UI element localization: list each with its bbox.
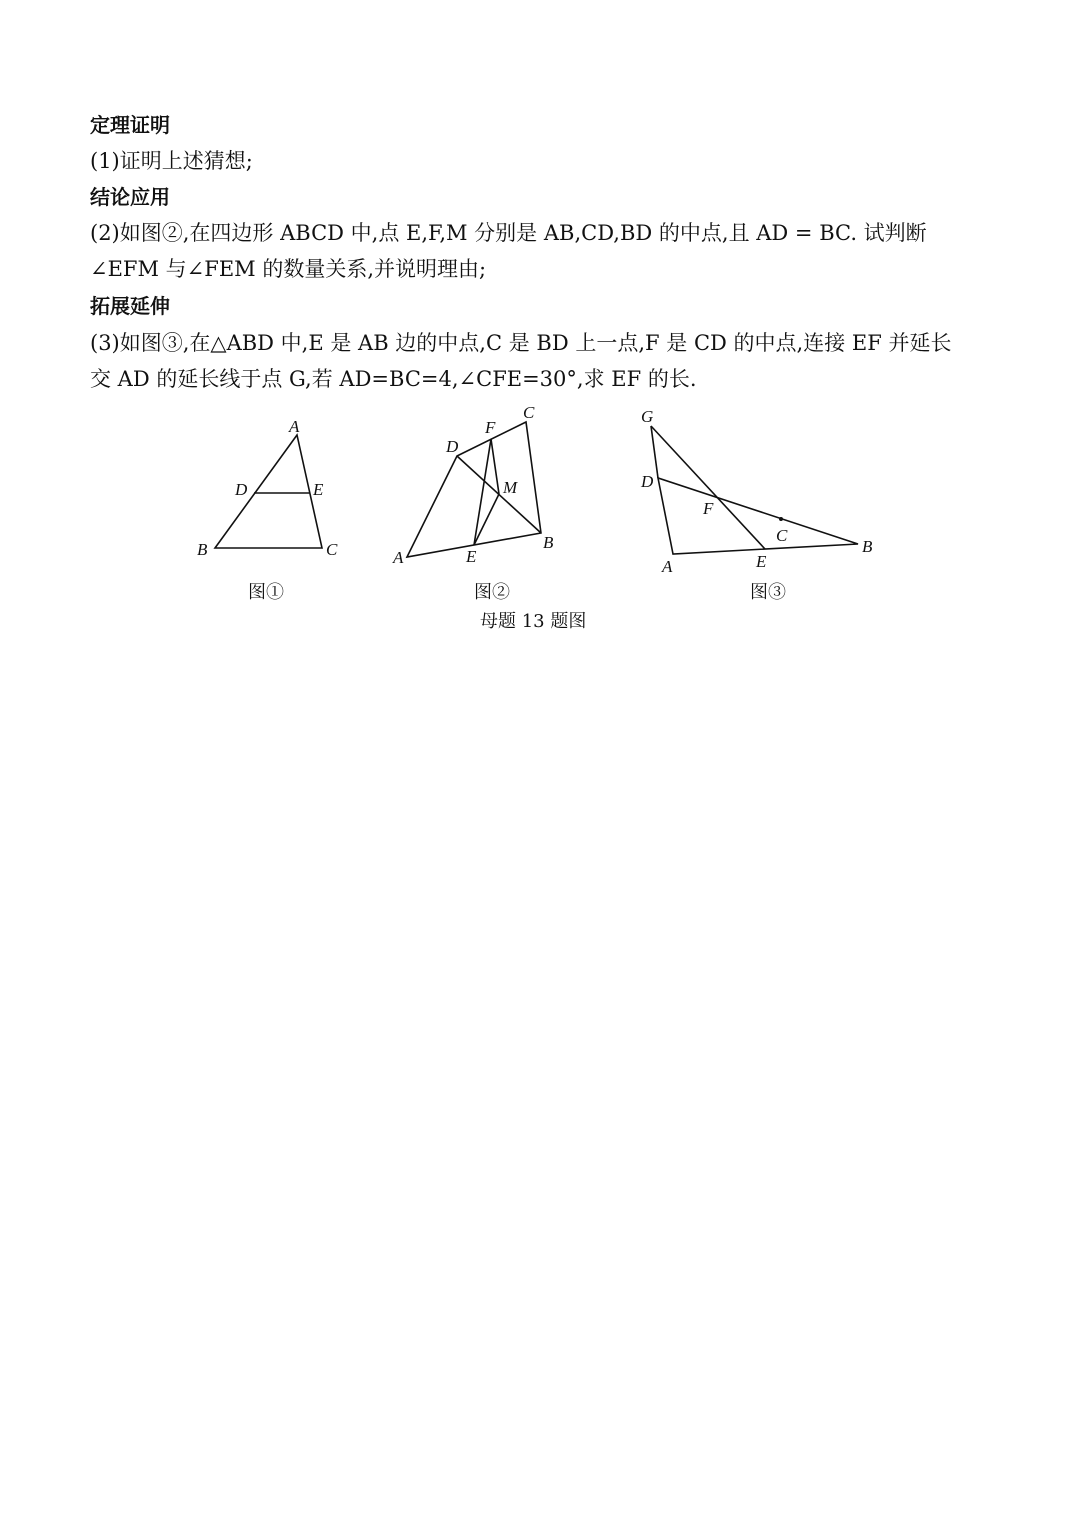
- fig1-triangle-abc: [215, 435, 322, 548]
- question-2-text-line-1: (2)如图②,在四边形 ABCD 中,点 E,F,M 分别是 AB,CD,BD 的中点,且 AD = BC. 试判断: [90, 221, 927, 245]
- fig3-label-d: D: [641, 472, 654, 491]
- fig2-label-e: E: [466, 547, 477, 566]
- fig1-label-b: B: [197, 540, 208, 559]
- question-3-text-line-1: (3)如图③,在△ABD 中,E 是 AB 边的中点,C 是 BD 上一点,F 是 CD 的中点,连接 EF 并延长: [90, 331, 952, 355]
- fig1-label-c: C: [326, 540, 338, 559]
- fig3-label-a: A: [662, 557, 673, 576]
- fig3-label-c: C: [776, 526, 788, 545]
- section-heading-theorem-proof: 定理证明: [90, 113, 170, 137]
- question-2-text-line-2: ∠EFM 与∠FEM 的数量关系,并说明理由;: [90, 257, 487, 281]
- figure-2: [392, 403, 554, 567]
- fig2-segment-fm: [491, 439, 499, 494]
- fig2-label-d: D: [446, 437, 459, 456]
- figures-group-caption: 母题 13 题图: [480, 611, 587, 632]
- fig2-label-b: B: [543, 533, 554, 552]
- fig3-label-e: E: [756, 552, 767, 571]
- fig3-label-g: G: [641, 407, 654, 426]
- figures-group: [0, 400, 1080, 640]
- figure-1: [197, 417, 338, 559]
- fig1-label-e: E: [313, 480, 324, 499]
- fig1-label-d: D: [235, 480, 248, 499]
- fig2-label-f: F: [485, 418, 496, 437]
- fig1-caption: 图①: [248, 582, 284, 603]
- fig2-caption: 图②: [474, 582, 510, 603]
- figure-3: [640, 407, 873, 576]
- section-heading-conclusion-application: 结论应用: [90, 185, 170, 209]
- fig3-point-c: [779, 517, 783, 521]
- question-3-text-line-2: 交 AD 的延长线于点 G,若 AD=BC=4,∠CFE=30°,求 EF 的长.: [90, 367, 697, 391]
- fig2-label-m: M: [503, 478, 518, 497]
- fig2-quadrilateral-abcd: [407, 422, 541, 557]
- question-1-text: (1)证明上述猜想;: [90, 149, 253, 173]
- fig3-label-b: B: [862, 537, 873, 556]
- fig3-label-f: F: [703, 499, 714, 518]
- fig3-extension-dg: [651, 426, 658, 478]
- section-heading-extension: 拓展延伸: [90, 294, 170, 318]
- fig3-caption: 图③: [750, 582, 786, 603]
- fig2-label-a: A: [393, 548, 404, 567]
- fig1-label-a: A: [289, 417, 300, 436]
- fig2-label-c: C: [523, 403, 535, 422]
